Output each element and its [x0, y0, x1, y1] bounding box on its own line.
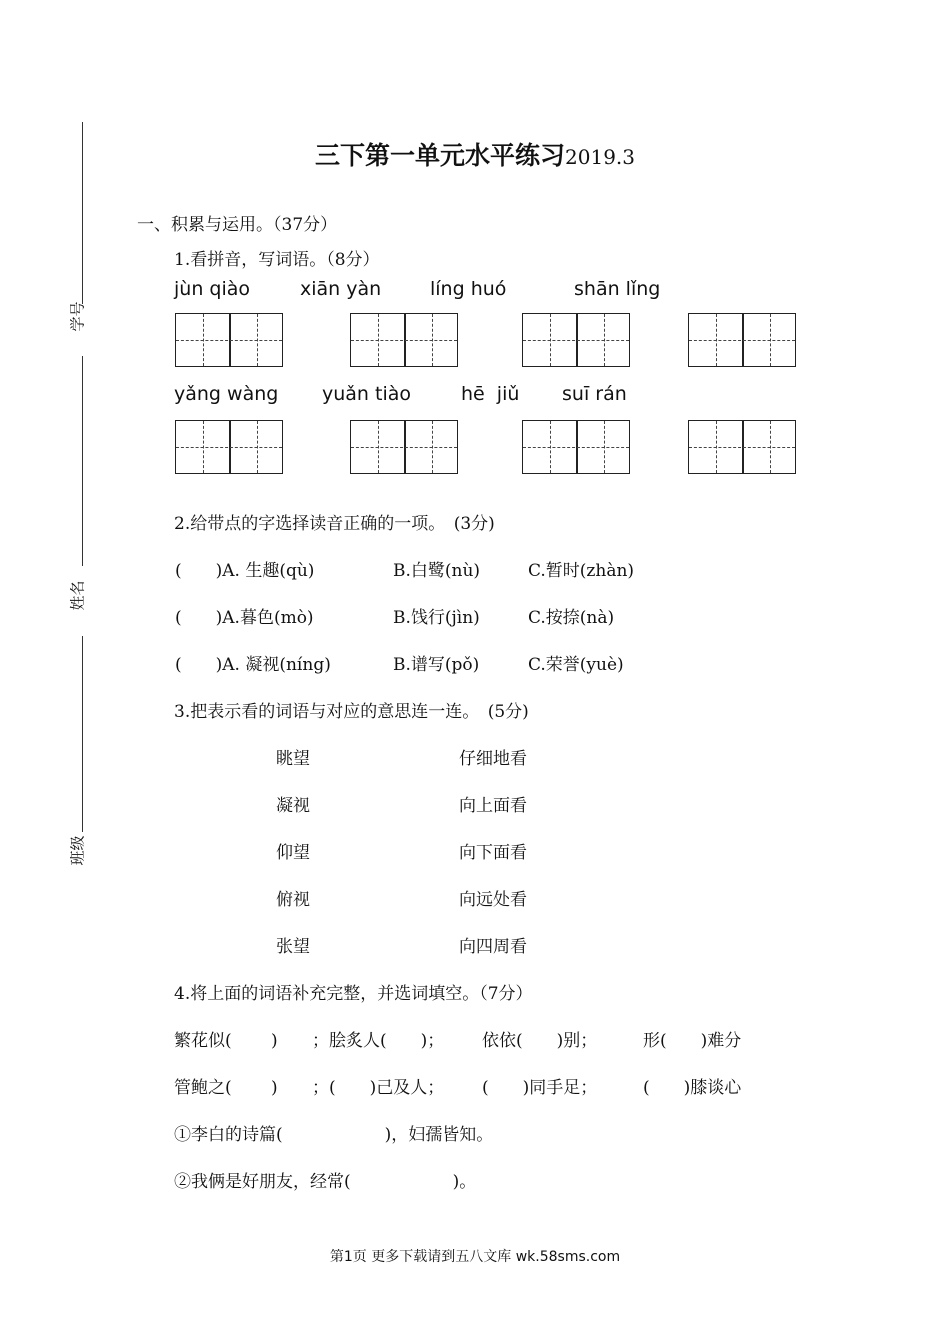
fill-sentence-2[interactable]: ②我俩是好朋友，经常( )。	[174, 1172, 477, 1192]
writing-grid[interactable]	[350, 420, 458, 474]
q2-option-c: C.荣誉(yuè)	[528, 655, 624, 675]
q2-heading: 2.给带点的字选择读音正确的一项。 (3分)	[174, 514, 495, 534]
writing-grid[interactable]	[522, 313, 630, 367]
match-word[interactable]: 眺望	[276, 749, 310, 769]
writing-grid[interactable]	[175, 420, 283, 474]
q2-option-c: C.按捺(nà)	[528, 608, 615, 628]
pinyin: yuǎn tiào	[322, 383, 412, 405]
writing-grid[interactable]	[522, 420, 630, 474]
q2-option-a: ( )A.暮色(mò)	[175, 608, 314, 628]
idiom-blank[interactable]: ；( )己及人；	[312, 1078, 445, 1098]
idiom-blank[interactable]: 管鲍之( )	[174, 1078, 278, 1098]
pinyin: líng huó	[430, 278, 507, 300]
title-year: 2019.3	[565, 145, 635, 169]
idiom-blank[interactable]: 形( )难分	[643, 1031, 742, 1051]
binding-line-2	[82, 356, 83, 566]
pinyin: shān lǐng	[574, 278, 661, 300]
idiom-blank[interactable]: 依依( )别；	[482, 1031, 598, 1051]
q2-option-a: ( )A. 生趣(qù)	[175, 561, 315, 581]
match-word[interactable]: 张望	[276, 937, 310, 957]
q4-heading: 4.将上面的词语补充完整，并选词填空。（7分）	[174, 984, 533, 1004]
match-word[interactable]: 仰望	[276, 843, 310, 863]
q2-option-b: B.白鹭(nù)	[393, 561, 481, 581]
match-meaning[interactable]: 向四周看	[459, 937, 527, 957]
title-main: 三下第一单元水平练习	[315, 141, 566, 170]
page-title	[0, 136, 950, 172]
pinyin: xiān yàn	[300, 278, 382, 300]
match-word[interactable]: 凝视	[276, 796, 310, 816]
q3-heading: 3.把表示看的词语与对应的意思连一连。 (5分)	[174, 702, 529, 722]
binding-line-3	[82, 636, 83, 832]
fill-sentence-1[interactable]: ①李白的诗篇( )，妇孺皆知。	[174, 1125, 494, 1145]
class-label: 班级	[68, 835, 87, 866]
q2-option-a: ( )A. 凝视(níng)	[175, 655, 331, 675]
section-heading: 一、积累与运用。（37分）	[137, 215, 338, 235]
match-word[interactable]: 俯视	[276, 890, 310, 910]
idiom-blank[interactable]: ( )同手足；	[482, 1078, 598, 1098]
idiom-blank[interactable]: ( )膝谈心	[643, 1078, 742, 1098]
match-meaning[interactable]: 向下面看	[459, 843, 527, 863]
pinyin: hē jiǔ	[461, 383, 520, 405]
q2-option-c: C.暂时(zhàn)	[528, 561, 635, 581]
q1-heading: 1.看拼音，写词语。（8分）	[174, 250, 380, 270]
name-label: 姓名	[68, 580, 87, 611]
match-meaning[interactable]: 向上面看	[459, 796, 527, 816]
idiom-blank[interactable]: 繁花似( )	[174, 1031, 278, 1051]
writing-grid[interactable]	[350, 313, 458, 367]
pinyin: jùn qiào	[174, 278, 251, 300]
writing-grid[interactable]	[175, 313, 283, 367]
pinyin: suī rán	[562, 383, 627, 405]
q2-option-b: B.饯行(jìn)	[393, 608, 480, 628]
pinyin: yǎng wàng	[174, 383, 279, 405]
writing-grid[interactable]	[688, 420, 796, 474]
page-footer: 第1页 更多下载请到五八文库 wk.58sms.com	[329, 1249, 621, 1265]
idiom-blank[interactable]: ；脍炙人( )；	[312, 1031, 445, 1051]
match-meaning[interactable]: 仔细地看	[459, 749, 527, 769]
q2-option-b: B.谱写(pǒ)	[393, 655, 480, 675]
writing-grid[interactable]	[688, 313, 796, 367]
student-number-label: 学号	[68, 301, 87, 332]
match-meaning[interactable]: 向远处看	[459, 890, 527, 910]
